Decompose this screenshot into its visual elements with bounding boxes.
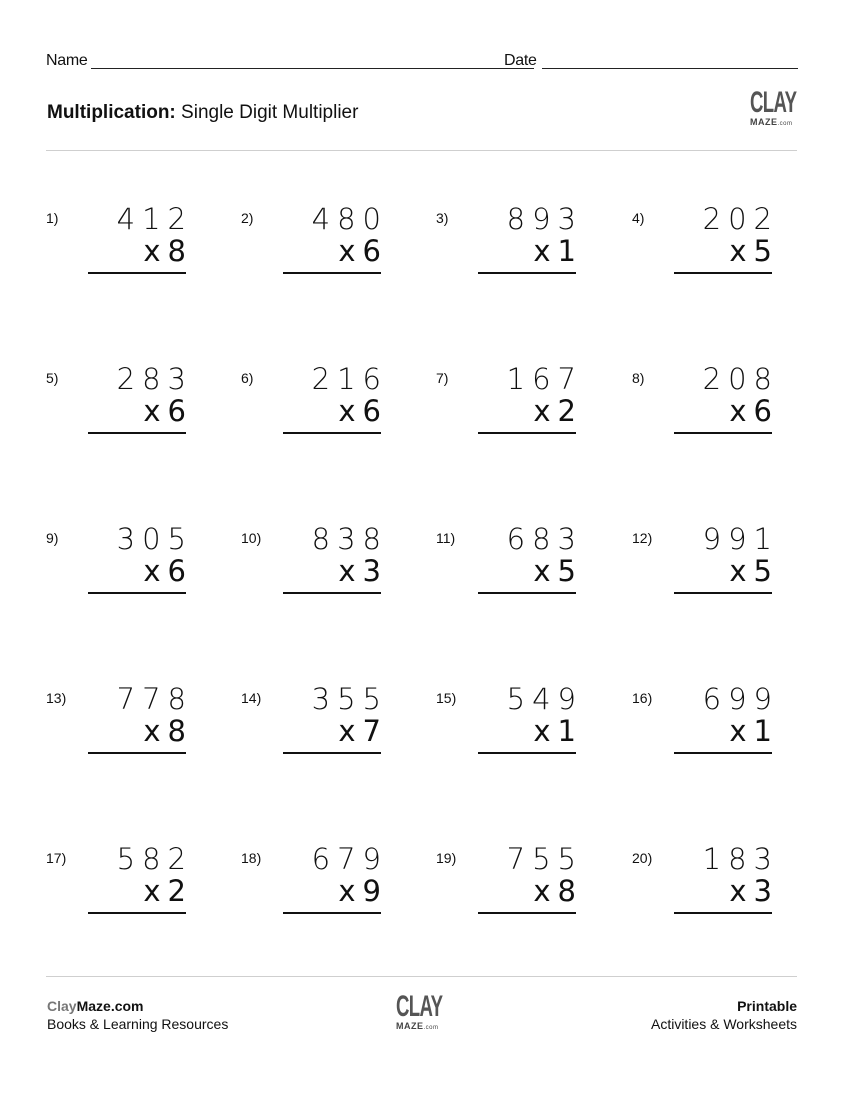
- answer-line[interactable]: [283, 752, 381, 754]
- bottom-divider: [46, 976, 797, 977]
- problem-top-number: 412: [116, 202, 193, 236]
- problem-multiplier: x1: [533, 714, 583, 748]
- problem-top-number: 183: [702, 842, 779, 876]
- problem-number: 6): [241, 370, 254, 386]
- footer-printable: Printable: [737, 998, 797, 1014]
- footer-brand: ClayMaze.com: [47, 998, 144, 1014]
- answer-line[interactable]: [88, 752, 186, 754]
- problem-multiplier: x6: [338, 234, 388, 268]
- answer-line[interactable]: [283, 592, 381, 594]
- problem-multiplier: x5: [729, 234, 779, 268]
- problem-top-number: 755: [506, 842, 583, 876]
- problem-number: 11): [436, 530, 456, 546]
- problem-8: [632, 364, 792, 444]
- problem-number: 13): [46, 690, 67, 706]
- answer-line[interactable]: [283, 432, 381, 434]
- logo-maze-text: MAZE.com: [396, 1021, 439, 1031]
- answer-line[interactable]: [283, 912, 381, 914]
- problem-number: 5): [46, 370, 59, 386]
- problem-multiplier: x1: [729, 714, 779, 748]
- problem-top-number: 582: [116, 842, 193, 876]
- problem-16: [632, 684, 792, 764]
- logo-clay-text: CLAY: [750, 86, 797, 119]
- problem-top-number: 699: [702, 682, 779, 716]
- problem-number: 9): [46, 530, 59, 546]
- problem-number: 15): [436, 690, 457, 706]
- problem-number: 20): [632, 850, 653, 866]
- problem-top-number: 283: [116, 362, 193, 396]
- problem-multiplier: x2: [533, 394, 583, 428]
- problem-top-number: 778: [116, 682, 193, 716]
- answer-line[interactable]: [478, 912, 576, 914]
- logo-clay-text: CLAY: [396, 990, 443, 1023]
- answer-line[interactable]: [674, 752, 772, 754]
- problem-10: [241, 524, 401, 604]
- problem-9: [46, 524, 206, 604]
- problem-5: [46, 364, 206, 444]
- answer-line[interactable]: [674, 592, 772, 594]
- footer-right: [651, 997, 797, 1033]
- problem-7: [436, 364, 596, 444]
- answer-line[interactable]: [478, 432, 576, 434]
- problem-multiplier: x9: [338, 874, 388, 908]
- problem-multiplier: x5: [729, 554, 779, 588]
- answer-line[interactable]: [88, 912, 186, 914]
- answer-line[interactable]: [478, 272, 576, 274]
- problem-17: [46, 844, 206, 924]
- problem-19: [436, 844, 596, 924]
- answer-line[interactable]: [88, 432, 186, 434]
- problem-13: [46, 684, 206, 764]
- problem-1: [46, 204, 206, 284]
- problem-top-number: 679: [311, 842, 388, 876]
- problem-multiplier: x5: [533, 554, 583, 588]
- date-line[interactable]: [542, 68, 798, 69]
- problem-4: [632, 204, 792, 284]
- logo-maze-text: MAZE.com: [750, 117, 793, 127]
- problem-multiplier: x6: [729, 394, 779, 428]
- title-bold: Multiplication:: [47, 102, 176, 123]
- problem-top-number: 991: [702, 522, 779, 556]
- footer-left: [47, 997, 228, 1033]
- problem-number: 4): [632, 210, 645, 226]
- page-title: [47, 102, 358, 124]
- problem-number: 19): [436, 850, 457, 866]
- answer-line[interactable]: [283, 272, 381, 274]
- problem-11: [436, 524, 596, 604]
- problem-multiplier: x8: [533, 874, 583, 908]
- problem-14: [241, 684, 401, 764]
- problem-top-number: 216: [311, 362, 388, 396]
- problem-number: 10): [241, 530, 262, 546]
- problem-top-number: 355: [311, 682, 388, 716]
- problem-number: 7): [436, 370, 449, 386]
- answer-line[interactable]: [478, 592, 576, 594]
- problem-12: [632, 524, 792, 604]
- claymaze-logo-footer: [396, 990, 471, 1033]
- problem-number: 16): [632, 690, 653, 706]
- problem-multiplier: x6: [338, 394, 388, 428]
- problem-multiplier: x3: [338, 554, 388, 588]
- problem-6: [241, 364, 401, 444]
- problem-20: [632, 844, 792, 924]
- problem-multiplier: x8: [143, 234, 193, 268]
- problem-number: 3): [436, 210, 449, 226]
- problem-multiplier: x8: [143, 714, 193, 748]
- answer-line[interactable]: [88, 272, 186, 274]
- answer-line[interactable]: [674, 432, 772, 434]
- footer-activities: Activities & Worksheets: [650, 1016, 797, 1032]
- problem-number: 1): [46, 210, 59, 226]
- answer-line[interactable]: [674, 272, 772, 274]
- problem-multiplier: x2: [143, 874, 193, 908]
- problem-number: 12): [632, 530, 653, 546]
- problem-2: [241, 204, 401, 284]
- answer-line[interactable]: [478, 752, 576, 754]
- problem-3: [436, 204, 596, 284]
- date-label: Date: [504, 52, 537, 69]
- problem-top-number: 683: [506, 522, 583, 556]
- problem-number: 17): [46, 850, 67, 866]
- header-fields: [46, 52, 798, 72]
- problem-top-number: 893: [506, 202, 583, 236]
- name-label: Name: [46, 52, 88, 69]
- problem-multiplier: x1: [533, 234, 583, 268]
- problem-18: [241, 844, 401, 924]
- problem-top-number: 838: [311, 522, 388, 556]
- problem-15: [436, 684, 596, 764]
- problem-multiplier: x6: [143, 554, 193, 588]
- claymaze-logo: [750, 86, 825, 129]
- problem-number: 8): [632, 370, 645, 386]
- answer-line[interactable]: [674, 912, 772, 914]
- footer-tagline: Books & Learning Resources: [47, 1016, 229, 1032]
- problem-number: 14): [241, 690, 262, 706]
- problem-top-number: 208: [702, 362, 779, 396]
- problem-number: 2): [241, 210, 254, 226]
- problem-top-number: 549: [506, 682, 583, 716]
- answer-line[interactable]: [88, 592, 186, 594]
- title-subtitle: Single Digit Multiplier: [181, 102, 359, 123]
- problem-top-number: 167: [506, 362, 583, 396]
- top-divider: [46, 150, 797, 151]
- problem-top-number: 305: [116, 522, 193, 556]
- problem-top-number: 480: [311, 202, 388, 236]
- problem-multiplier: x7: [338, 714, 388, 748]
- problem-number: 18): [241, 850, 262, 866]
- problem-multiplier: x3: [729, 874, 779, 908]
- problem-top-number: 202: [702, 202, 779, 236]
- name-line[interactable]: [91, 68, 534, 69]
- problem-multiplier: x6: [143, 394, 193, 428]
